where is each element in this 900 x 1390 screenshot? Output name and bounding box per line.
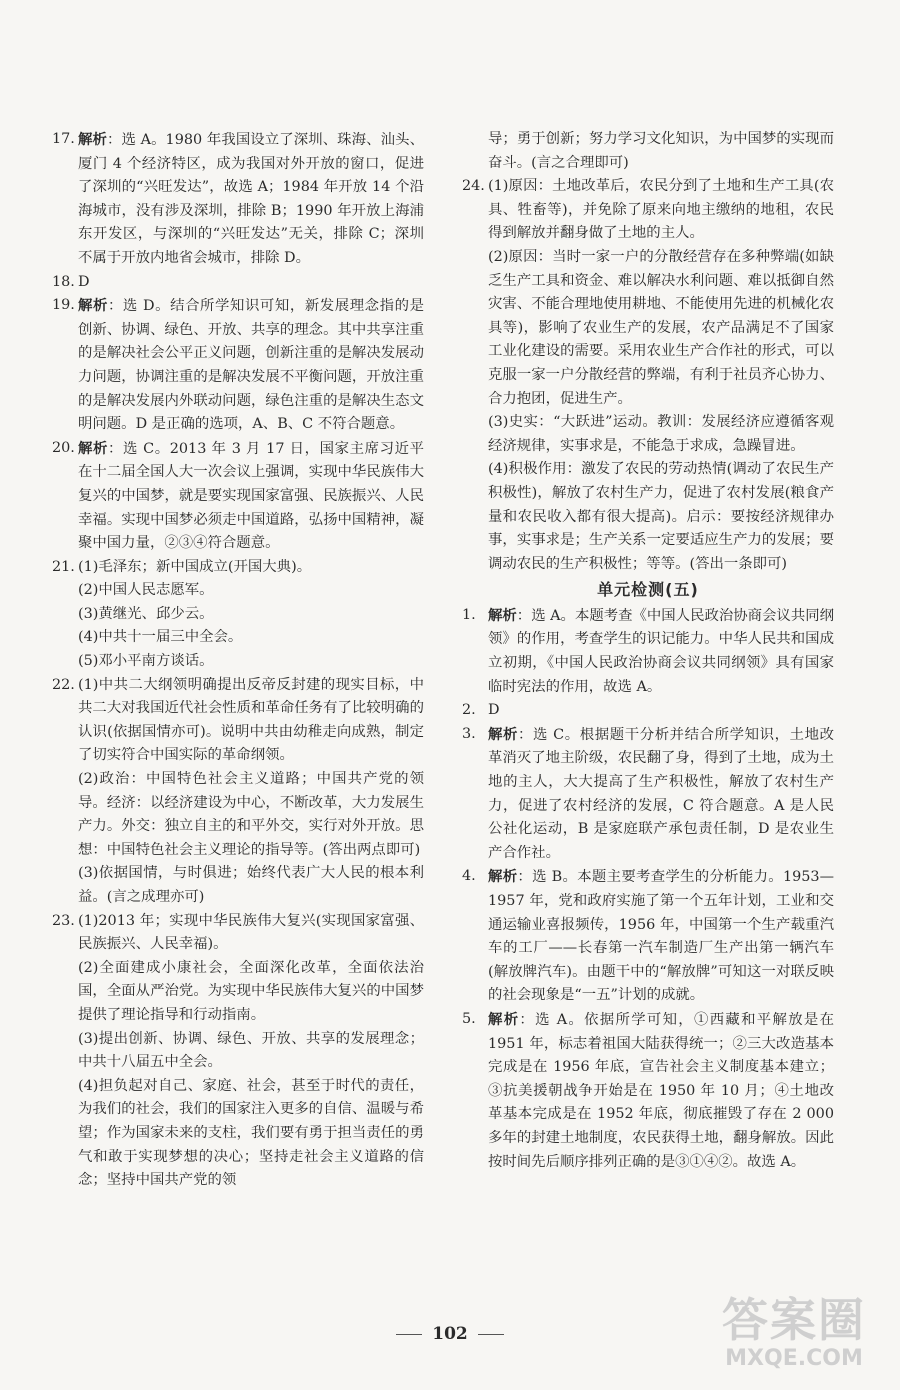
answer-line: (3)提出创新、协调、绿色、开放、共享的发展理念；中共十八届五中全会。 (78, 1030, 424, 1071)
answer-text: ：选 A。依据所学可知，①西藏和平解放是在 1951 年，标志着祖国大陆获得统一；②三大改造基本完成是在 1956 年底，宣告社会主义制度基本建立；③抗美援朝战争开始是在 1950 年 10 月；④土地改革基本完成是在 1952 年底，彻底摧毁了存在 2 000多年的封建土地制度，农民获得土地，翻身解放。因此按时间先后顺序排列正确的是③①④②。故选 A。 (488, 1011, 834, 1170)
analysis-label: 解析 (78, 297, 108, 315)
answer-number: 20. (52, 439, 75, 456)
answer-17 (52, 128, 424, 271)
answer-number: 3. (462, 725, 476, 742)
footer-dash-left (396, 1334, 422, 1335)
answer-line: (3)依据国情，与时俱进；始终代表广大人民的根本利益。(言之成理亦可) (78, 865, 424, 905)
answer-line: (2)全面建成小康社会，全面深化改革，全面依法治国，全面从严治党。为实现中华民族伟大复兴的中国梦提供了理论指导和行动指南。 (78, 959, 424, 1023)
answer-line: (1)中共二大纲领明确提出反帝反封建的现实目标，中共二大对我国近代社会性质和革命任务有了比较明确的认识(依据国情亦可)。说明中共由幼稚走向成熟，制定了切实符合中国实际的革命纲领。 (78, 676, 424, 764)
answer-21 (52, 556, 424, 674)
footer-dash-right (478, 1334, 504, 1335)
answer-text: ：选 A。1980 年我国设立了深圳、珠海、汕头、厦门 4 个经济特区，成为我国对外开放的窗口，促进了深圳的“兴旺发达”，故选 A；1984 年开放 14 个沿海城市，没有涉及深圳，排除 B；1990 年开放上海浦东开发区，与深圳的“兴旺发达”无关，排除 C；深圳不属于开放内地省会城市，排除 D。 (78, 132, 424, 266)
answer-text: ：选 B。本题主要考查学生的分析能力。1953—1957 年，党和政府实施了第一个五年计划，工业和交通运输业喜报频传，1956 年，中国第一个生产载重汽车的工厂——长春第一汽车制造厂生产出第一辆汽车(解放牌汽车)。由题干中的“解放牌”可知这一对联反映的社会现象是“一五”计划的成就。 (488, 869, 834, 1004)
analysis-label: 解析 (488, 606, 517, 624)
answer-line: (4)积极作用：激发了农民的劳动热情(调动了农民生产积极性)，解放了农村生产力，促进了农村发展(粮食产量和农民收入都有很大提高)。启示：要按经济规律办事，实事求是；生产关系一定要适应生产力的发展；要调动农民的生产积极性；等等。(答出一条即可) (488, 461, 834, 572)
answer-text: ：选 D。结合所学知识可知，新发展理念指的是创新、协调、绿色、开放、共享的理念。其中共享注重的是解决社会公平正义问题，创新注重的是解决发展动力问题，协调注重的是解决发展不平衡问题，开放注重的是解决发展内外联动问题，绿色注重的是解决生态文明问题。D 是正确的选项，A、B、C 不符合题意。 (78, 298, 424, 433)
answer-23-continued (462, 128, 834, 175)
answer-19 (52, 294, 424, 437)
answer-text: 导；勇于创新；努力学习文化知识，为中国梦的实现而奋斗。(言之合理即可) (488, 131, 834, 171)
answer-24 (462, 175, 834, 576)
answer-number: 23. (52, 912, 75, 929)
answer-23 (52, 910, 424, 1193)
answer-line: (2)中国人民志愿军。 (78, 582, 214, 599)
answer-number: 5. (462, 1010, 476, 1027)
answer-line: (4)中共十一届三中全会。 (78, 629, 243, 646)
analysis-label: 解析 (488, 868, 518, 886)
answer-number: 19. (52, 297, 75, 314)
answer-line: (3)黄继光、邱少云。 (78, 605, 214, 622)
analysis-label: 解析 (488, 725, 518, 743)
answer-line: (1)2013 年；实现中华民族伟大复兴(实现国家富强、民族振兴、人民幸福)。 (78, 912, 424, 953)
answer-text: ：选 C。根据题干分析并结合所学知识，土地改革消灭了地主阶级，农民翻了身，得到了土地，成为土地的主人，大大提高了生产积极性，解放了农村生产力，促进了农村经济的发展，C 符合题意。A 是人民公社化运动，B 是家庭联产承包责任制，D 是农业生产合作社。 (488, 726, 834, 861)
answer-line: (3)史实：“大跃进”运动。教训：发展经济应遵循客观经济规律，实事求是，不能急于求成，急躁冒进。 (488, 414, 834, 454)
answer-number: 2. (462, 702, 476, 719)
unit-answer-5 (462, 1008, 834, 1174)
answer-20 (52, 437, 424, 556)
section-title: 单元检测(五) (597, 580, 699, 600)
answer-line: (5)邓小平南方谈话。 (78, 653, 214, 670)
left-column (52, 128, 424, 1193)
answer-line: (1)原因：土地改革后，农民分到了土地和生产工具(农具、牲畜等)，并免除了原来向地主缴纳的地租，农民得到解放并翻身做了土地的主人。 (488, 178, 834, 242)
answer-text: ：选 A。本题考查《中国人民政治协商会议共同纲领》的作用，考查学生的识记能力。中华人民共和国成立初期，《中国人民政治协商会议共同纲领》具有国家临时宪法的作用，故选 A。 (488, 607, 834, 695)
answer-number: 1. (462, 606, 476, 623)
answer-line: (4)担负起对自己、家庭、社会，甚至于时代的责任，为我们的社会，我们的国家注入更多的自信、温暖与希望；作为国家未来的支柱，我们要有勇于担当责任的勇气和敢于实现梦想的决心；坚持走社会主义道路的信念；坚持中国共产党的领 (78, 1077, 424, 1189)
answer-number: 22. (52, 676, 75, 693)
unit-answer-3 (462, 723, 834, 866)
answer-number: 24. (462, 178, 485, 195)
unit-answer-1 (462, 604, 834, 699)
analysis-label: 解析 (488, 1010, 520, 1028)
answer-text: D (488, 702, 500, 719)
watermark-text: 答案圈 (722, 1293, 866, 1347)
answer-22 (52, 674, 424, 910)
answer-line: (1)毛泽东；新中国成立(开国大典)。 (78, 558, 312, 575)
right-column (462, 128, 834, 1174)
answer-number: 18. (52, 273, 75, 290)
answer-text: ：选 C。2013 年 3 月 17 日，国家主席习近平在十二届全国人大一次会议上强调，实现中华民族伟大复兴的中国梦，就是要实现国家富强、民族振兴、人民幸福。实现中国梦必须走中国道路，弘扬中国精神，凝聚中国力量，②③④符合题意。 (78, 440, 424, 552)
answer-number: 4. (462, 868, 476, 885)
watermark-url: MXQE.COM (725, 1346, 863, 1371)
unit-answer-4 (462, 865, 834, 1008)
answer-text: D (78, 273, 90, 290)
answer-line: (2)原因：当时一家一户的分散经营存在多种弊端(如缺乏生产工具和资金、难以解决水利问题、难以抵御自然灾害、不能合理地使用耕地、不能使用先进的机械化农具等)，影响了农业生产的发展，农产品满足不了国家工业化建设的需要。采用农业生产合作社的形式，可以克服一家一户分散经营的弊端，有利于社员齐心协力、合力抱团，促进生产。 (488, 248, 834, 407)
unit-answer-2 (462, 699, 834, 723)
watermark-logo (694, 1284, 894, 1384)
answer-line: (2)政治：中国特色社会主义道路；中国共产党的领导。经济：以经济建设为中心，不断改革，大力发展生产力。外交：独立自主的和平外交，实行对外开放。思想：中国特色社会主义理论的指导等。(答出两点即可) (78, 771, 424, 858)
page-number: 102 (432, 1324, 468, 1344)
answer-number: 21. (52, 558, 75, 575)
answer-18 (52, 271, 424, 295)
analysis-label: 解析 (78, 131, 107, 148)
analysis-label: 解析 (78, 439, 108, 457)
answer-number: 17. (52, 131, 75, 147)
